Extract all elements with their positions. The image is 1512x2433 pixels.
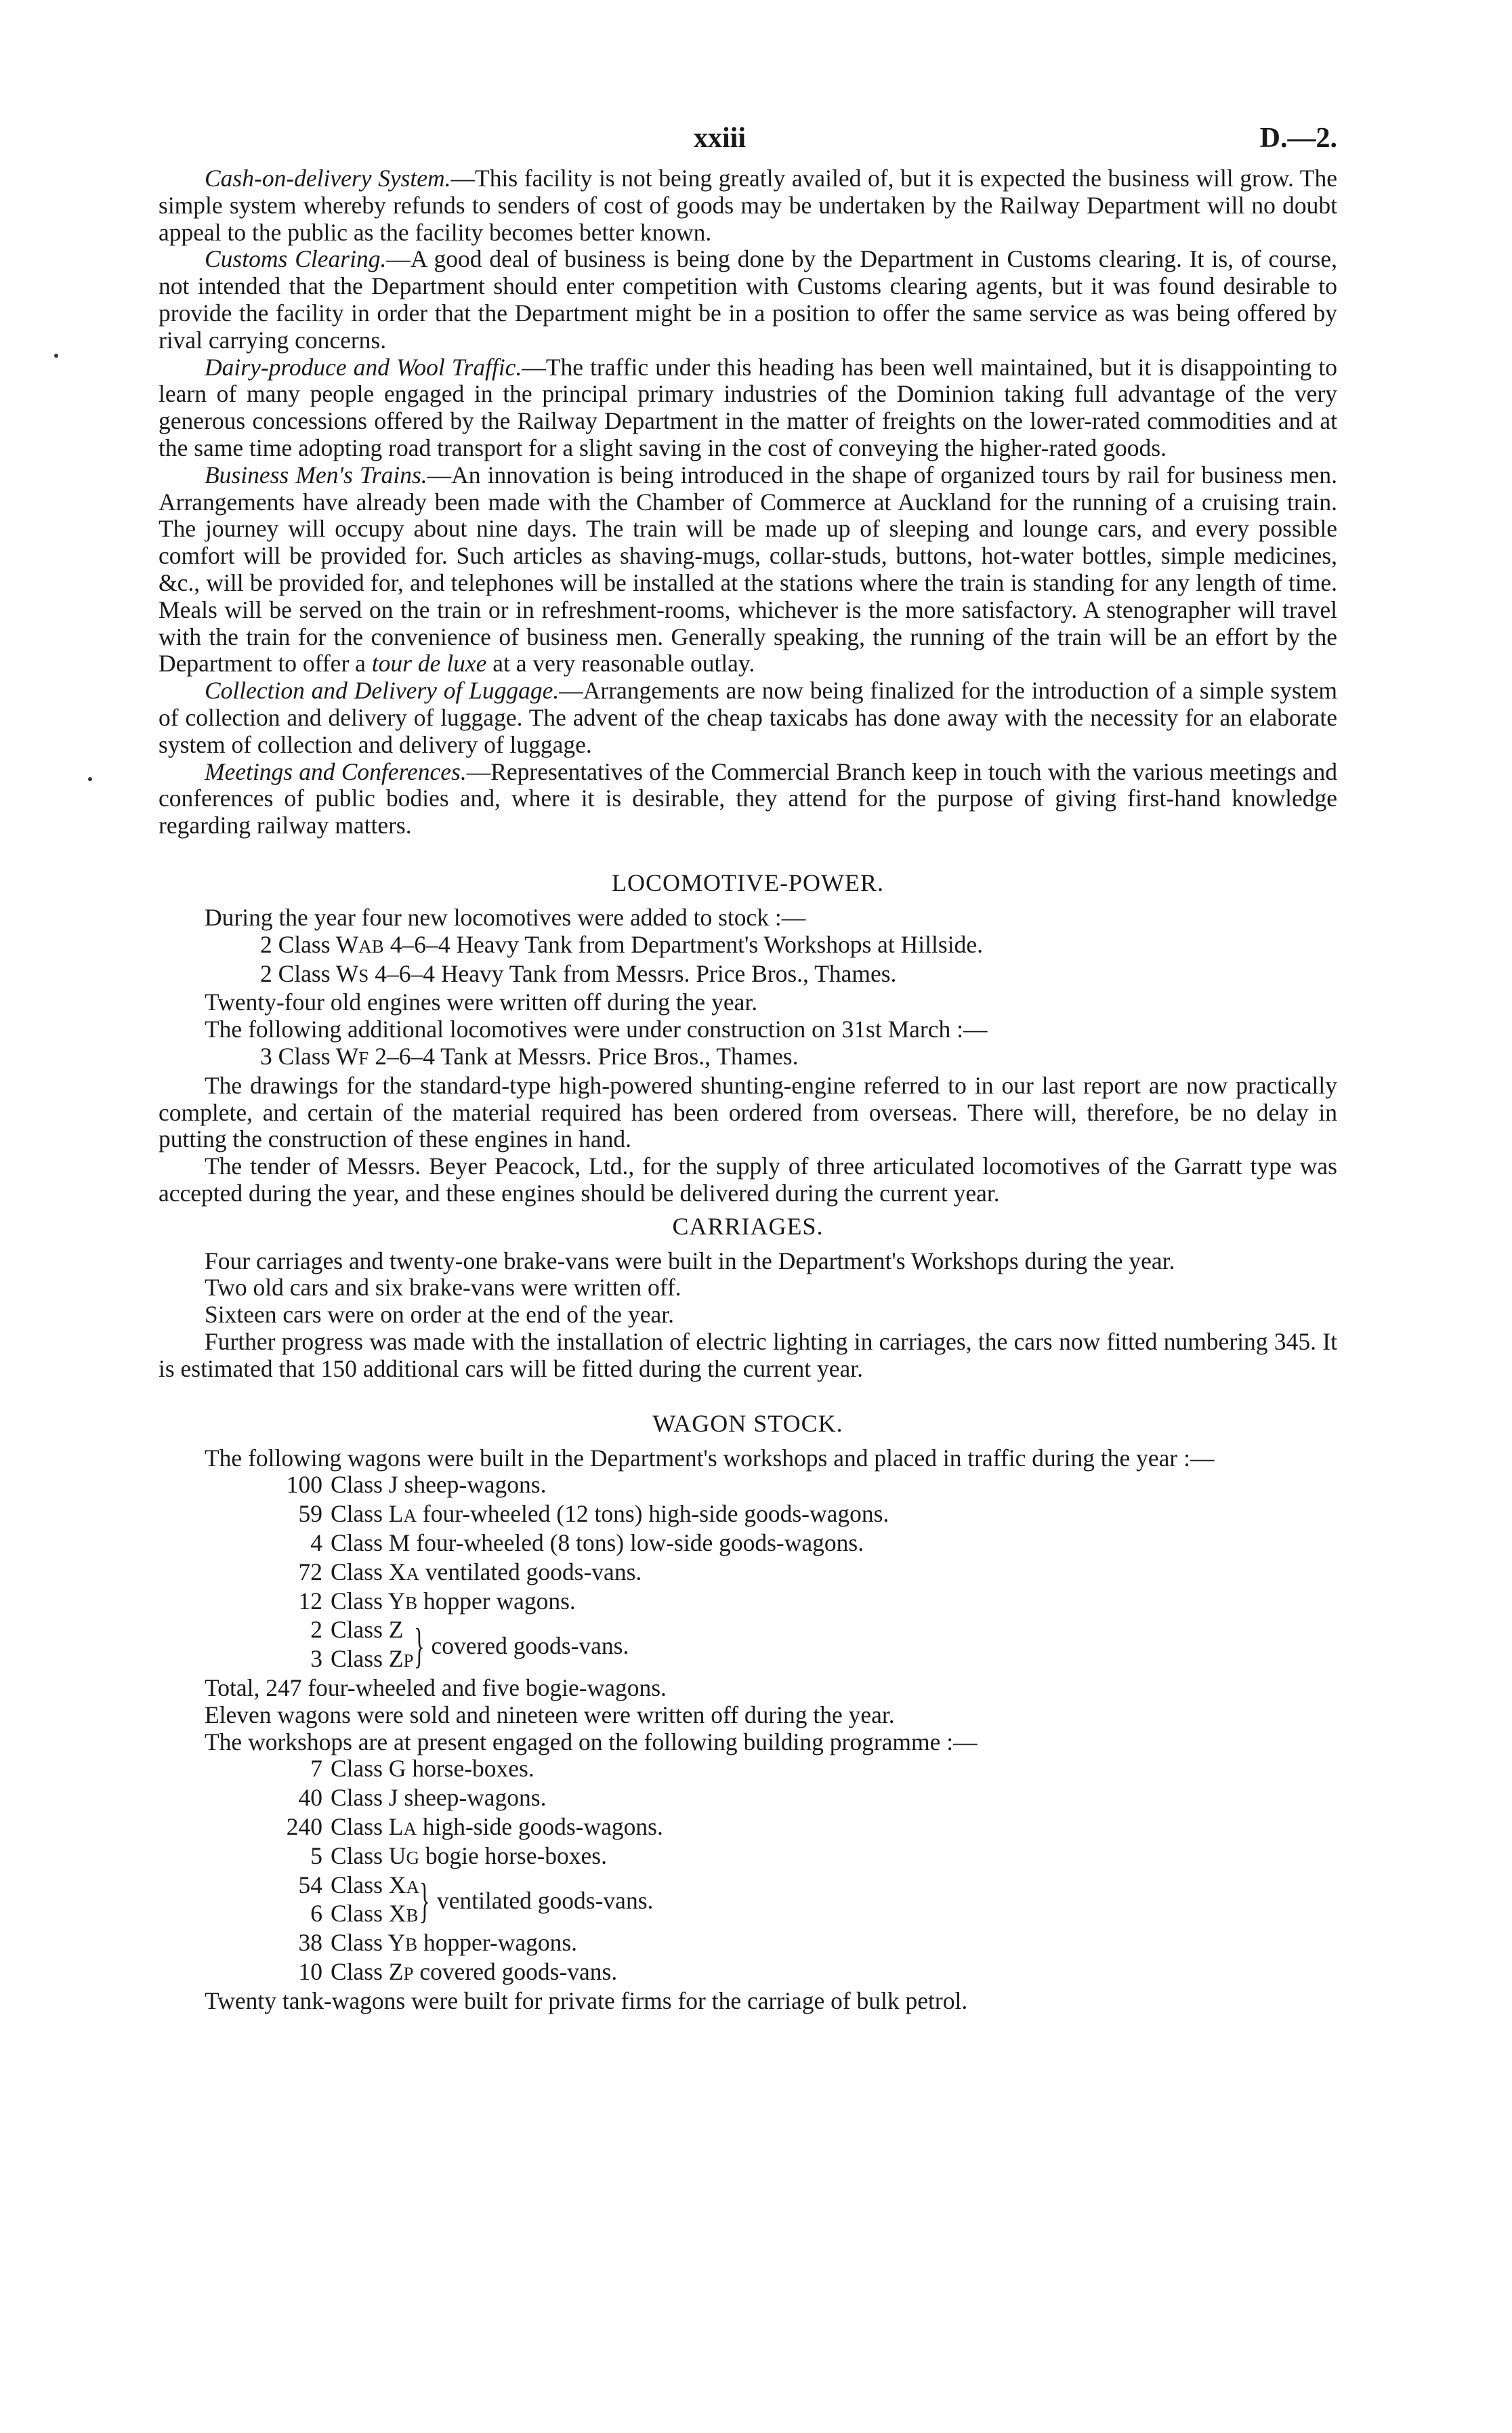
paragraph-italic-phrase: tour de luxe [371,650,487,678]
section-heading-locomotive: LOCOMOTIVE-POWER. [612,869,884,896]
locomotive-under-construction: The following additional locomotives were under construction on 31st March :— [205,1016,988,1043]
paragraph-text: —A good deal of business is being done by the Department in Customs clearing. It is, of course, not intended that the Department should enter competition with Customs clearing agents, but it was found desirable to provide the facility in order that the Department might be in a position to offer the same service as was being offered by rival carrying concerns. [159,245,1337,354]
brace-glyph: } [413,1619,425,1673]
locomotive-construction-item: 3 Class WF 2–6–4 Tank at Messrs. Price Bros., Thames. [260,1042,799,1070]
section-heading-wagons: WAGON STOCK. [652,1409,843,1437]
carriages-paragraph: Sixteen cars were on order at the end of the year. [205,1301,674,1329]
paragraph-text: —An innovation is being introduced in the shape of organized tours by rail for business men. Arrangements have already been made with the Chamber of Commerce at Auckland for the running of a cruising train. The journey will occupy about nine days. The train will be made up of sleeping and lounge cars, and every possible comfort will be provided for. Such articles as shaving-mugs, collar-studs, buttons, hot-water bottles, simple medicines, &c., will be provided for, and telephones will be installed at the stations where the train is standing for any length of time. Meals will be served on the train or in refreshment-rooms, whichever is the more satisfactory. A stenographer will travel with the train for the convenience of business men. Generally speaking, the running of the train will be an effort by the Department to offer a [159,461,1338,678]
list-item: 10 Class ZP covered goods-vans. [298,1958,618,1986]
list-item: 6 Class XB [310,1900,419,1928]
document-reference: D.—2. [1259,123,1337,154]
paragraph-text: —Representatives of the Commercial Branch keep in touch with the various meetings and conferences of public bodies and, where it is desirable, they attend for the purpose of giving first-hand knowledge regarding railway matters. [159,757,1337,839]
locomotive-intro: During the year four new locomotives were added to stock :— [205,903,806,931]
page-number: xxiii [694,123,747,154]
wagons-sold: Eleven wagons were sold and nineteen were written off during the year. [205,1701,895,1728]
paragraph-lead: Customs Clearing. [205,245,387,273]
list-item: 240 Class LA high-side goods-wagons. [286,1813,663,1841]
paragraph-lead: Meetings and Conferences. [205,757,467,785]
braced-group [255,1872,1337,1930]
list-item: 3 Class ZP [310,1645,414,1673]
paragraph-lead: Collection and Delivery of Luggage. [205,677,560,705]
paragraph-text: —Arrangements are now being finalized for the introduction of a simple system of collection and delivery of luggage. The advent of the cheap taxicabs has done away with the necessity for an elaborate system of collection and delivery of luggage. [159,677,1337,758]
list-item: 40 Class J sheep-wagons. [298,1784,547,1812]
carriages-paragraph: Two old cars and six brake-vans were written off. [205,1274,681,1302]
paragraph-text: —The traffic under this heading has been well maintained, but it is disappointing to learn of many people engaged in the principal primary industries of the Dominion taking full advantage of the very generous concessions offered by the Railway Department in the matter of freights on the lower-rated commodities and at the same time adopting road transport for a slight saving in the cost of conveying the higher-rated goods. [159,353,1337,461]
paragraph-business-trains [159,462,1337,678]
paragraph-dairy-wool [159,354,1337,462]
paragraph-lead: Business Men's Trains. [205,461,427,488]
paragraph-meetings [159,759,1337,839]
wagons-intro: The following wagons were built in the Department's workshops and placed in traffic during the year :— [205,1444,1215,1472]
list-item: 12 Class YB hopper wagons. [298,1587,576,1615]
list-item: 7 Class G horse-boxes. [310,1755,534,1783]
section-heading-carriages: CARRIAGES. [672,1212,824,1240]
list-item: 100 Class J sheep-wagons. [286,1471,547,1499]
list-item: 5 Class UG bogie horse-boxes. [310,1842,607,1869]
locomotive-paragraph: The tender of Messrs. Beyer Peacock, Ltd., for the supply of three articulated locomotives of the Garratt type was accepted during the year, and these engines should be delivered during the current year. [159,1152,1337,1207]
carriages-paragraph: Further progress was made with the installation of electric lighting in carriages, the cars now fitted numbering 345. It is estimated that 150 additional cars will be fitted during the current year. [159,1328,1337,1382]
scan-speck [88,777,92,781]
locomotive-written-off: Twenty-four old engines were written off during the year. [205,989,758,1016]
locomotive-item: 2 Class WAB 4–6–4 Heavy Tank from Department's Workshops at Hillside. [260,930,983,958]
paragraph-cash-on-delivery [159,165,1337,246]
list-item: 38 Class YB hopper-wagons. [298,1929,578,1957]
group-description: ventilated goods-vans. [436,1887,654,1915]
list-item: 2 Class Z [310,1616,404,1644]
paragraph-customs-clearing [159,246,1337,354]
group-description: covered goods-vans. [431,1632,629,1660]
list-item: 4 Class M four-wheeled (8 tons) low-side goods-wagons. [310,1529,864,1557]
carriages-paragraph: Four carriages and twenty-one brake-vans were built in the Department's Workshops during the year. [205,1247,1175,1274]
wagons-built-list [159,1472,1337,1675]
locomotive-item: 2 Class WS 4–6–4 Heavy Tank from Messrs. Price Bros., Thames. [260,959,897,987]
wagons-total: Total, 247 four-wheeled and five bogie-wagons. [205,1674,667,1702]
paragraph-text: at a very reasonable outlay. [486,650,755,678]
document-page [159,122,1337,2015]
list-item: 54 Class XA [298,1871,419,1898]
wagons-tank: Twenty tank-wagons were built for private firms for the carriage of bulk petrol. [205,1987,968,2014]
page-header [159,122,1337,165]
brace-glyph: } [419,1873,430,1928]
wagons-programme-intro: The workshops are at present engaged on the following building programme :— [205,1728,978,1755]
list-item: 59 Class LA four-wheeled (12 tons) high-side goods-wagons. [298,1500,889,1528]
locomotive-paragraph: The drawings for the standard-type high-powered shunting-engine referred to in our last report are now practically complete, and certain of the material required has been ordered from overseas. There will, therefore, be no delay in putting the construction of these engines in hand. [159,1071,1337,1153]
paragraph-luggage [159,678,1337,758]
list-item: 72 Class XA ventilated goods-vans. [298,1558,642,1585]
paragraph-lead: Dairy-produce and Wool Traffic. [205,353,522,381]
paragraph-text: —This facility is not being greatly availed of, but it is expected the business will grow. The simple system whereby refunds to senders of cost of goods may be undertaken by the Railway Department will no doubt appeal to the public as the facility becomes better known. [159,165,1337,246]
braced-group [255,1617,1337,1675]
wagons-programme-list [159,1755,1337,1987]
paragraph-lead: Cash-on-delivery System. [205,165,451,192]
scan-speck [54,354,58,358]
